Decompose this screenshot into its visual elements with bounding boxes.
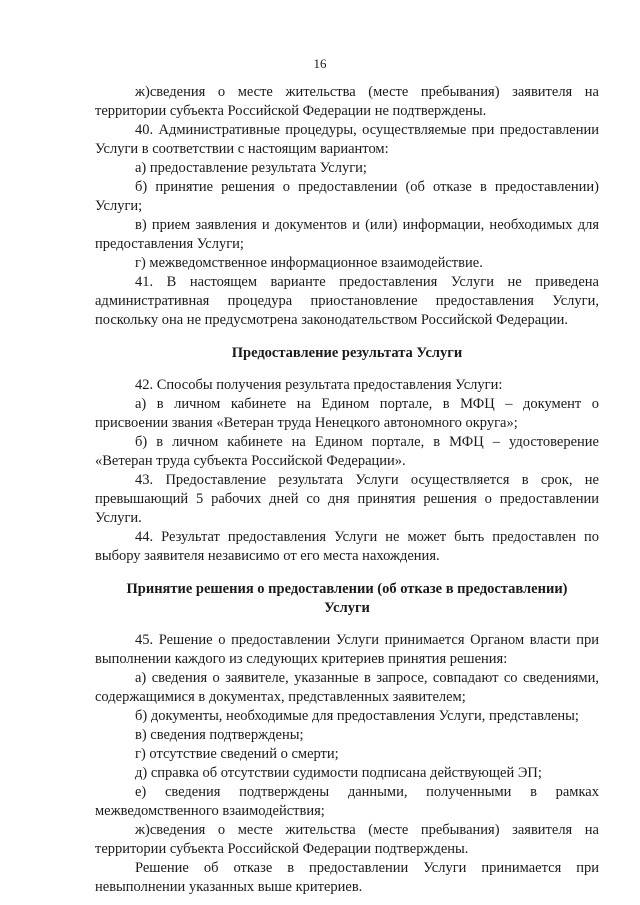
section-heading: Принятие решения о предоставлении (об отказе в предоставлении) Услуги (126, 581, 568, 616)
paragraph: б) документы, необходимые для предоставления Услуги, представлены; (135, 708, 579, 724)
paragraph: б) в личном кабинете на Едином портале, в МФЦ – удостоверение «Ветеран труда субъекта Российской Федерации». (95, 434, 599, 469)
section-heading: Предоставление результата Услуги (231, 345, 463, 361)
paragraph: Решение об отказе в предоставлении Услуги принимается при невыполнении указанных выше критериев. (95, 860, 599, 895)
page-number: 16 (313, 56, 327, 71)
paragraph: д) справка об отсутствии судимости подписана действующей ЭП; (135, 765, 542, 781)
paragraph: 41. В настоящем варианте предоставления Услуги не приведена административная процедура приостановление предоставления Услуги, поскольку она не предусмотрена законодательством Российской Федерации. (95, 274, 599, 328)
paragraph: г) межведомственное информационное взаимодействие. (135, 255, 483, 271)
paragraph: ж)сведения о месте жительства (месте пребывания) заявителя на территории субъекта Российской Федерации не подтверждены. (95, 84, 599, 119)
paragraph: ж)сведения о месте жительства (месте пребывания) заявителя на территории субъекта Российской Федерации подтверждены. (95, 822, 599, 857)
paragraph: а) предоставление результата Услуги; (135, 160, 367, 176)
paragraph: 45. Решение о предоставлении Услуги принимается Органом власти при выполнении каждого из следующих критериев принятия решения: (95, 632, 599, 667)
paragraph: в) сведения подтверждены; (135, 727, 304, 743)
paragraph: а) в личном кабинете на Едином портале, в МФЦ – документ о присвоении звания «Ветеран труда Ненецкого автономного округа»; (95, 396, 599, 431)
paragraph: е) сведения подтверждены данными, полученными в рамках межведомственного взаимодействия; (95, 784, 599, 819)
paragraph: б) принятие решения о предоставлении (об отказе в предоставлении) Услуги; (95, 179, 599, 214)
paragraph: 44. Результат предоставления Услуги не может быть предоставлен по выбору заявителя независимо от его места нахождения. (95, 529, 599, 564)
paragraph: 43. Предоставление результата Услуги осуществляется в срок, не превышающий 5 рабочих дней со дня принятия решения о предоставлении Услуги. (95, 472, 599, 526)
paragraph: а) сведения о заявителе, указанные в запросе, совпадают со сведениями, содержащимися в документах, представленных заявителем; (95, 670, 599, 705)
paragraph: 40. Административные процедуры, осуществляемые при предоставлении Услуги в соответствии с настоящим вариантом: (95, 122, 599, 157)
paragraph: г) отсутствие сведений о смерти; (135, 746, 339, 762)
section-intro (95, 83, 599, 897)
paragraph: 42. Способы получения результата предоставления Услуги: (135, 377, 503, 393)
paragraph: в) прием заявления и документов и (или) информации, необходимых для предоставления Услуги; (95, 217, 599, 252)
